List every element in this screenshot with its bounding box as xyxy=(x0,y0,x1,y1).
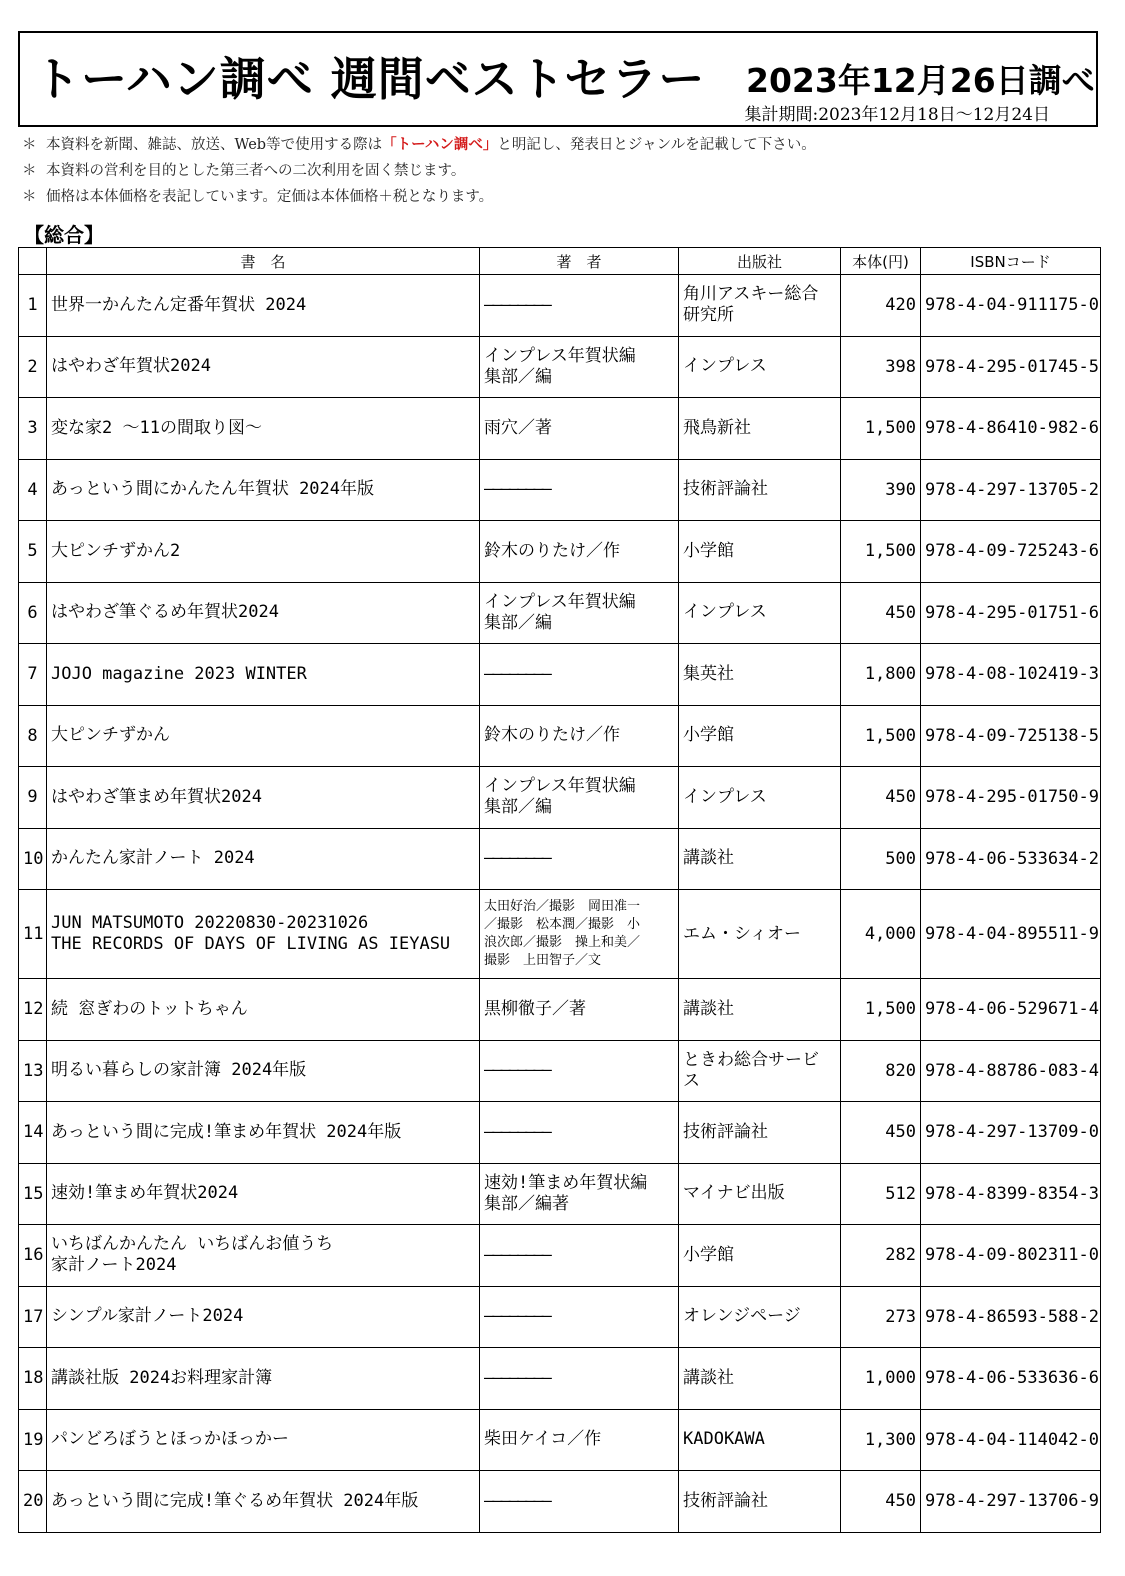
author-line: 浪次郎／撮影 操上和美／ xyxy=(484,935,641,950)
title-cell xyxy=(47,828,480,890)
rank-cell: 4 xyxy=(19,459,47,521)
price-cell: 4,000 xyxy=(841,890,921,979)
publisher-cell xyxy=(679,582,841,644)
author-line: ／撮影 松本潤／撮影 小 xyxy=(484,917,641,932)
publisher-cell xyxy=(679,1471,841,1533)
author-cell xyxy=(480,979,679,1041)
isbn-cell: 978-4-297-13706-9 xyxy=(921,1471,1101,1533)
publisher-cell xyxy=(679,1040,841,1102)
table-row xyxy=(19,398,1101,460)
col-header-isbn: ISBNコード xyxy=(921,248,1101,275)
table-row xyxy=(19,979,1101,1041)
title-cell xyxy=(47,582,480,644)
table-row xyxy=(19,890,1101,979)
note-mark: ＊ xyxy=(22,189,37,205)
author-cell xyxy=(480,1040,679,1102)
rank-cell: 1 xyxy=(19,275,47,337)
rank-cell: 12 xyxy=(19,979,47,1041)
publisher-cell xyxy=(679,398,841,460)
table-row xyxy=(19,705,1101,767)
rank-cell: 3 xyxy=(19,398,47,460)
note-text: 本資料の営利を目的とした第三者への二次利用を固く禁じます。 xyxy=(46,163,466,179)
title-cell xyxy=(47,275,480,337)
title-line: 家計ノート2024 xyxy=(51,1255,177,1276)
isbn-cell: 978-4-86593-588-2 xyxy=(921,1286,1101,1348)
author-line: インプレス年賀状編 xyxy=(484,345,636,366)
price-cell: 1,000 xyxy=(841,1348,921,1410)
author-cell xyxy=(480,582,679,644)
title-cell xyxy=(47,1471,480,1533)
report-header xyxy=(18,31,1098,127)
title-line: 続 窓ぎわのトットちゃん xyxy=(51,998,248,1019)
title-cell xyxy=(47,1040,480,1102)
author-cell xyxy=(480,1163,679,1225)
table-header-row xyxy=(19,248,1101,275)
author-cell xyxy=(480,890,679,979)
author-cell xyxy=(480,1471,679,1533)
author-line: ―――――――― xyxy=(484,1060,550,1081)
title-line: はやわざ年賀状2024 xyxy=(51,356,211,377)
table-row xyxy=(19,521,1101,583)
rank-cell: 19 xyxy=(19,1409,47,1471)
title-line: 講談社版 2024お料理家計簿 xyxy=(51,1367,273,1388)
survey-date: 2023年12月26日調べ xyxy=(746,61,1095,100)
isbn-cell: 978-4-8399-8354-3 xyxy=(921,1163,1101,1225)
price-cell: 273 xyxy=(841,1286,921,1348)
isbn-cell: 978-4-06-533634-2 xyxy=(921,828,1101,890)
title-cell xyxy=(47,979,480,1041)
title-cell xyxy=(47,398,480,460)
publisher-cell xyxy=(679,459,841,521)
publisher-cell xyxy=(679,1225,841,1287)
price-cell: 1,300 xyxy=(841,1409,921,1471)
price-cell: 450 xyxy=(841,582,921,644)
title-cell xyxy=(47,459,480,521)
publisher-line: 講談社 xyxy=(683,998,734,1019)
publisher-cell xyxy=(679,275,841,337)
price-cell: 1,500 xyxy=(841,705,921,767)
author-line: ―――――――― xyxy=(484,848,550,869)
publisher-line: オレンジページ xyxy=(683,1306,801,1327)
publisher-cell xyxy=(679,979,841,1041)
isbn-cell: 978-4-297-13709-0 xyxy=(921,1102,1101,1164)
publisher-line: 小学館 xyxy=(683,1244,734,1265)
price-cell: 390 xyxy=(841,459,921,521)
price-cell: 1,500 xyxy=(841,979,921,1041)
author-cell xyxy=(480,1409,679,1471)
rank-cell: 14 xyxy=(19,1102,47,1164)
title-line: 大ピンチずかん xyxy=(51,725,170,746)
publisher-line: 集英社 xyxy=(683,663,734,684)
table-row xyxy=(19,1409,1101,1471)
usage-note xyxy=(22,158,816,184)
author-line: 集部／編 xyxy=(484,797,552,818)
title-cell xyxy=(47,1102,480,1164)
title-cell xyxy=(47,890,480,979)
title-line: はやわざ筆ぐるめ年賀状2024 xyxy=(51,602,279,623)
publisher-line: 講談社 xyxy=(683,1367,734,1388)
price-cell: 1,500 xyxy=(841,398,921,460)
title-cell xyxy=(47,767,480,829)
table-row xyxy=(19,828,1101,890)
rank-cell: 5 xyxy=(19,521,47,583)
table-row xyxy=(19,767,1101,829)
publisher-cell xyxy=(679,336,841,398)
isbn-cell: 978-4-86410-982-6 xyxy=(921,398,1101,460)
table-row xyxy=(19,1102,1101,1164)
price-cell: 398 xyxy=(841,336,921,398)
table-row xyxy=(19,644,1101,706)
publisher-cell xyxy=(679,644,841,706)
author-line: ―――――――― xyxy=(484,294,550,315)
author-cell xyxy=(480,767,679,829)
isbn-cell: 978-4-04-114042-0 xyxy=(921,1409,1101,1471)
title-line: あっという間にかんたん年賀状 2024年版 xyxy=(51,479,375,500)
publisher-line: KADOKAWA xyxy=(683,1429,765,1450)
price-cell: 450 xyxy=(841,1471,921,1533)
author-line: 鈴木のりたけ／作 xyxy=(484,540,620,561)
rank-cell: 15 xyxy=(19,1163,47,1225)
note-text: と明記し、発表日とジャンルを記載して下さい。 xyxy=(497,137,816,153)
note-text: 本資料を新聞、雑誌、放送、Web等で使用する際は xyxy=(46,137,383,153)
author-cell xyxy=(480,521,679,583)
isbn-cell: 978-4-09-725243-6 xyxy=(921,521,1101,583)
col-header-publisher: 出版社 xyxy=(679,248,841,275)
publisher-line: インプレス xyxy=(683,786,767,807)
isbn-cell: 978-4-295-01750-9 xyxy=(921,767,1101,829)
title-line: 明るい暮らしの家計簿 2024年版 xyxy=(51,1060,307,1081)
title-cell xyxy=(47,705,480,767)
title-line: シンプル家計ノート2024 xyxy=(51,1306,244,1327)
author-line: 集部／編 xyxy=(484,366,552,387)
isbn-cell: 978-4-297-13705-2 xyxy=(921,459,1101,521)
rank-cell: 9 xyxy=(19,767,47,829)
isbn-cell: 978-4-09-725138-5 xyxy=(921,705,1101,767)
price-cell: 282 xyxy=(841,1225,921,1287)
title-line: 大ピンチずかん2 xyxy=(51,540,181,561)
title-cell xyxy=(47,1286,480,1348)
title-cell xyxy=(47,1409,480,1471)
publisher-cell xyxy=(679,767,841,829)
author-cell xyxy=(480,398,679,460)
rank-cell: 11 xyxy=(19,890,47,979)
author-cell xyxy=(480,705,679,767)
publisher-line: 小学館 xyxy=(683,725,734,746)
title-line: JOJO magazine 2023 WINTER xyxy=(51,663,307,684)
publisher-cell xyxy=(679,1348,841,1410)
publisher-cell xyxy=(679,1409,841,1471)
isbn-cell: 978-4-04-911175-0 xyxy=(921,275,1101,337)
col-header-price: 本体(円) xyxy=(841,248,921,275)
publisher-line: 飛鳥新社 xyxy=(683,417,751,438)
isbn-cell: 978-4-04-895511-9 xyxy=(921,890,1101,979)
publisher-line: 技術評論社 xyxy=(683,479,768,500)
table-row xyxy=(19,459,1101,521)
author-line: ―――――――― xyxy=(484,1121,550,1142)
isbn-cell: 978-4-08-102419-3 xyxy=(921,644,1101,706)
price-cell: 420 xyxy=(841,275,921,337)
title-line: はやわざ筆まめ年賀状2024 xyxy=(51,786,262,807)
usage-note xyxy=(22,184,816,210)
rank-cell: 18 xyxy=(19,1348,47,1410)
isbn-cell: 978-4-09-802311-0 xyxy=(921,1225,1101,1287)
table-row xyxy=(19,1163,1101,1225)
publisher-line: ときわ総合サービ xyxy=(683,1049,819,1070)
usage-note xyxy=(22,132,816,158)
price-cell: 1,800 xyxy=(841,644,921,706)
publisher-line: インプレス xyxy=(683,356,767,377)
author-line: 雨穴／著 xyxy=(484,417,552,438)
title-cell xyxy=(47,1225,480,1287)
rank-cell: 7 xyxy=(19,644,47,706)
publisher-line: エム・シィオー xyxy=(683,923,801,944)
author-line: 速効!筆まめ年賀状編 xyxy=(484,1172,648,1193)
author-line: 鈴木のりたけ／作 xyxy=(484,725,620,746)
publisher-cell xyxy=(679,1163,841,1225)
author-cell xyxy=(480,828,679,890)
rank-cell: 10 xyxy=(19,828,47,890)
publisher-line: 小学館 xyxy=(683,540,734,561)
price-cell: 1,500 xyxy=(841,521,921,583)
author-line: 撮影 上田智子／文 xyxy=(484,953,602,968)
publisher-cell xyxy=(679,705,841,767)
rank-cell: 13 xyxy=(19,1040,47,1102)
publisher-cell xyxy=(679,1102,841,1164)
title-line: 速効!筆まめ年賀状2024 xyxy=(51,1183,239,1204)
rank-cell: 17 xyxy=(19,1286,47,1348)
isbn-cell: 978-4-295-01751-6 xyxy=(921,582,1101,644)
isbn-cell: 978-4-06-533636-6 xyxy=(921,1348,1101,1410)
title-cell xyxy=(47,644,480,706)
table-row xyxy=(19,275,1101,337)
publisher-cell xyxy=(679,1286,841,1348)
price-cell: 450 xyxy=(841,767,921,829)
table-row xyxy=(19,336,1101,398)
note-text: 価格は本体価格を表記しています。定価は本体価格＋税となります。 xyxy=(46,189,494,205)
author-line: ―――――――― xyxy=(484,1244,550,1265)
publisher-line: 講談社 xyxy=(683,848,734,869)
isbn-cell: 978-4-295-01745-5 xyxy=(921,336,1101,398)
publisher-line: インプレス xyxy=(683,602,767,623)
rank-cell: 16 xyxy=(19,1225,47,1287)
publisher-cell xyxy=(679,521,841,583)
table-row xyxy=(19,1348,1101,1410)
author-line: インプレス年賀状編 xyxy=(484,776,636,797)
author-line: ―――――――― xyxy=(484,479,550,500)
title-line: 世界一かんたん定番年賀状 2024 xyxy=(51,294,307,315)
title-line: THE RECORDS OF DAYS OF LIVING AS IEYASU xyxy=(51,934,451,954)
note-mark: ＊ xyxy=(22,163,37,179)
price-cell: 820 xyxy=(841,1040,921,1102)
author-cell xyxy=(480,1286,679,1348)
publisher-cell xyxy=(679,890,841,979)
title-line: パンどろぼうとほっかほっかー xyxy=(51,1429,289,1450)
table-row xyxy=(19,1471,1101,1533)
author-cell xyxy=(480,1225,679,1287)
title-cell xyxy=(47,1163,480,1225)
publisher-line: 技術評論社 xyxy=(683,1121,768,1142)
author-cell xyxy=(480,459,679,521)
author-line: ―――――――― xyxy=(484,1367,550,1388)
col-header-rank xyxy=(19,248,47,275)
publisher-line: 角川アスキー総合 xyxy=(683,284,819,305)
title-line: いちばんかんたん いちばんお値うち xyxy=(51,1234,334,1255)
report-title: トーハン調べ 週間ベストセラー xyxy=(34,52,706,106)
author-cell xyxy=(480,644,679,706)
author-line: 黒柳徹子／著 xyxy=(484,998,586,1019)
author-line: 柴田ケイコ／作 xyxy=(484,1429,602,1450)
isbn-cell: 978-4-88786-083-4 xyxy=(921,1040,1101,1102)
price-cell: 500 xyxy=(841,828,921,890)
title-line: 変な家2 ～11の間取り図～ xyxy=(51,417,262,438)
rank-cell: 2 xyxy=(19,336,47,398)
note-mark: ＊ xyxy=(22,137,37,153)
col-header-title: 書 名 xyxy=(47,248,480,275)
table-row xyxy=(19,1040,1101,1102)
price-cell: 512 xyxy=(841,1163,921,1225)
section-label: 【総合】 xyxy=(24,223,104,247)
rank-cell: 6 xyxy=(19,582,47,644)
publisher-line: 技術評論社 xyxy=(683,1490,768,1511)
title-line: あっという間に完成!筆ぐるめ年賀状 2024年版 xyxy=(51,1490,419,1511)
aggregation-period: 集計期間:2023年12月18日～12月24日 xyxy=(744,105,1050,125)
author-line: 集部／編著 xyxy=(484,1193,569,1214)
author-cell xyxy=(480,275,679,337)
author-line: 太田好治／撮影 岡田准一 xyxy=(484,899,641,914)
table-row xyxy=(19,582,1101,644)
note-highlight: 「トーハン調べ」 xyxy=(382,137,498,153)
title-line: あっという間に完成!筆まめ年賀状 2024年版 xyxy=(51,1121,402,1142)
publisher-line: マイナビ出版 xyxy=(683,1183,785,1204)
author-line: インプレス年賀状編 xyxy=(484,591,636,612)
rank-cell: 8 xyxy=(19,705,47,767)
author-cell xyxy=(480,1348,679,1410)
title-cell xyxy=(47,1348,480,1410)
publisher-line: 研究所 xyxy=(683,305,734,326)
table-row xyxy=(19,1286,1101,1348)
author-line: 集部／編 xyxy=(484,612,552,633)
bestseller-table xyxy=(18,247,1101,1533)
isbn-cell: 978-4-06-529671-4 xyxy=(921,979,1101,1041)
author-line: ―――――――― xyxy=(484,663,550,684)
usage-notes xyxy=(22,132,816,210)
rank-cell: 20 xyxy=(19,1471,47,1533)
author-line: ―――――――― xyxy=(484,1306,550,1327)
title-line: JUN MATSUMOTO 20220830-20231026 xyxy=(51,913,369,933)
table-row xyxy=(19,1225,1101,1287)
title-cell xyxy=(47,521,480,583)
author-cell xyxy=(480,1102,679,1164)
publisher-line: ス xyxy=(683,1070,700,1091)
author-line: ―――――――― xyxy=(484,1490,550,1511)
title-cell xyxy=(47,336,480,398)
publisher-cell xyxy=(679,828,841,890)
author-cell xyxy=(480,336,679,398)
col-header-author: 著 者 xyxy=(480,248,679,275)
price-cell: 450 xyxy=(841,1102,921,1164)
title-line: かんたん家計ノート 2024 xyxy=(51,848,255,869)
